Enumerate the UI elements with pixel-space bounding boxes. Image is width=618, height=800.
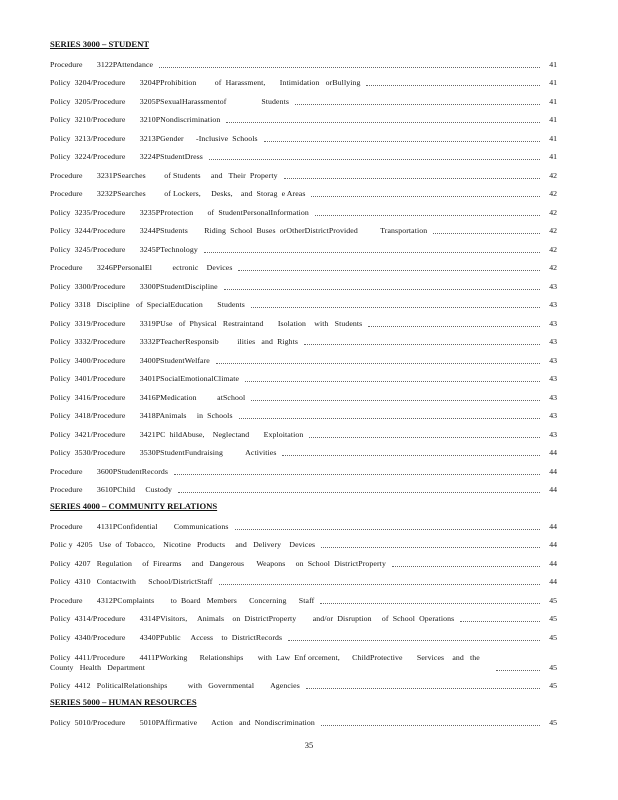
dot-leader [306,680,540,689]
toc-entry-title: Policy 3332/Procedure 3332PTeacherResponsib ilities and Rights [50,337,299,346]
toc-entry-title: Policy 3235/Procedure 3235PProtection of StudentPersonalInformation [50,207,309,217]
toc-entry [50,181,557,200]
toc-entry-title: Policy 3416/Procedure 3416PMedication atSchool [50,392,246,402]
toc-entry [50,643,557,673]
toc-entry [50,125,557,144]
toc-entry [50,477,557,496]
toc-entry-title: Policy 3319/Procedure 3319PUse of Physical Restraintand Isolation with Students [50,318,363,328]
dot-leader [460,613,540,622]
toc-entry-title: Policy 4412 PoliticalRelationships with Governmental Agencies [50,681,300,690]
toc-entry-title: Policy 5010/Procedure 5010PAffirmative Action and Nondiscrimination [50,717,315,727]
dot-leader [226,114,540,123]
toc-entry-title: Procedure 3232PSearches of Lockers, Desks, and Storag e Areas [50,189,306,198]
toc-entry [50,569,557,588]
toc-entry-page: 45 [549,681,557,690]
toc-entry [50,51,557,70]
toc-entry-page: 42 [549,263,557,272]
toc-entry-page: 45 [549,595,557,605]
dot-leader [321,717,540,726]
toc-entry-title: Policy 4314/Procedure 4314PVisitors, Animals on DistrictProperty and/or Disruption of School Operations [50,614,455,623]
toc-entry-page: 43 [549,337,557,346]
toc-entry-page: 44 [549,466,557,476]
toc-entry-title: Policy 3421/Procedure 3421PC hildAbuse, Neglectand Exploitation [50,429,304,439]
toc-entry-page: 45 [549,662,557,672]
toc-entry [50,440,557,459]
toc-entry-page: 44 [549,485,557,494]
toc-entry-page: 44 [549,448,557,457]
toc-entry-page: 41 [549,96,557,106]
toc-entry-page: 43 [549,374,557,383]
toc-entry [50,88,557,107]
toc-entry [50,513,557,532]
toc-entry [50,162,557,181]
table-of-contents [50,36,557,728]
toc-entry [50,624,557,643]
toc-entry [50,255,557,274]
toc-entry-title: Policy 3245/Procedure 3245PTechnology [50,244,198,254]
toc-entry-title: Policy 3418/Procedure 3418PAnimals in Schools [50,411,233,420]
toc-entry [50,70,557,89]
section-heading: SERIES 5000 – HUMAN RESOURCES [50,697,197,707]
toc-entry-title: Procedure 3246PPersonalEl ectronic Devices [50,263,233,272]
dot-leader [174,466,540,475]
toc-entry [50,292,557,311]
toc-entry-title: Procedure 3231PSearches of Students and Their Property [50,170,278,180]
page-number: 35 [304,740,314,750]
dot-leader [245,373,540,382]
toc-entry [50,273,557,292]
toc-entry-title: Policy 3300/Procedure 3300PStudentDiscipline [50,281,218,291]
toc-entry-page: 43 [549,281,557,291]
dot-leader [251,392,540,401]
toc-entry [50,144,557,163]
toc-entry-page: 43 [549,411,557,420]
toc-entry [50,236,557,255]
dot-leader [304,336,540,345]
dot-leader [209,151,540,160]
toc-entry [50,329,557,348]
toc-entry [50,366,557,385]
toc-entry-title: Policy 4310 Contactwith School/DistrictStaff [50,577,213,586]
toc-entry-page: 42 [549,207,557,217]
dot-leader [366,77,540,86]
dot-leader [264,133,540,142]
toc-entry [50,421,557,440]
toc-entry-title: Policy 4207 Regulation of Firearms and Dangerous Weapons on School DistrictProperty [50,558,386,568]
toc-entry [50,673,557,692]
toc-entry [50,218,557,237]
toc-entry-page: 44 [549,558,557,568]
toc-entry-page: 41 [549,152,557,161]
toc-entry-title: Policy 4411/Procedure 4411PWorking Relationships with Law Enf orcement, ChildProtective Services and the County Health Department [50,652,480,672]
dot-leader [288,632,540,641]
dot-leader [295,96,540,105]
section-heading: SERIES 3000 – STUDENT [50,39,150,49]
dot-leader [216,355,540,364]
dot-leader [219,576,540,585]
dot-leader [178,484,540,493]
toc-entry-page: 45 [549,717,557,727]
dot-leader [320,595,540,604]
toc-entry [50,587,557,606]
toc-entry-title: Procedure 4312PComplaints to Board Members Concerning Staff [50,595,315,605]
toc-entry-page: 42 [549,189,557,198]
toc-entry-title: Policy 3205/Procedure 3205PSexualHarassmentof Students [50,96,289,106]
dot-leader [368,318,540,327]
toc-entry [50,606,557,625]
toc-entry-title: Policy 3213/Procedure 3213PGender -Inclusive Schools [50,133,258,143]
dot-leader [159,59,540,68]
toc-entry [50,532,557,551]
dot-leader [284,170,540,179]
toc-entry-page: 42 [549,170,557,180]
toc-entry-title: Policy 3318 Discipline of SpecialEducation Students [50,300,245,309]
toc-entry [50,458,557,477]
toc-entry-title: Policy 3204/Procedure 3204PProhibition of Harassment, Intimidation orBullying [50,78,361,87]
toc-entry-title: Procedure 4131PConfidential Communications [50,521,229,531]
toc-entry [50,384,557,403]
toc-entry-title: Policy 3401/Procedure 3401PSocialEmotionalClimate [50,374,240,383]
toc-entry-title: Policy 3400/Procedure 3400PStudentWelfare [50,355,210,365]
toc-entry-title: Policy 3224/Procedure 3224PStudentDress [50,152,203,161]
toc-entry-title: Policy 3210/Procedure 3210PNondiscrimination [50,115,221,124]
dot-leader [239,410,540,419]
dot-leader [392,558,540,567]
dot-leader [315,207,540,216]
toc-entry-page: 44 [549,540,557,549]
dot-leader [433,225,540,234]
toc-entry-title: Policy 3530/Procedure 3530PStudentFundraising Activities [50,448,277,457]
toc-entry-page: 45 [549,614,557,623]
toc-entry-title: Policy 3244/Procedure 3244PStudents Riding School Buses orOtherDistrictProvided Transportation [50,226,428,235]
toc-entry-page: 43 [549,392,557,402]
toc-entry-title: Procedure 3122PAttendance [50,59,154,69]
toc-entry-page: 41 [549,115,557,124]
toc-entry [50,107,557,126]
toc-entry-title: Polic y 4205 Use of Tobacco, Nicotine Products and Delivery Devices [50,540,316,549]
toc-entry [50,199,557,218]
dot-leader [251,299,540,308]
toc-entry [50,347,557,366]
toc-entry-title: Procedure 3600PStudentRecords [50,466,169,476]
dot-leader [309,429,540,438]
dot-leader [224,281,540,290]
dot-leader [235,521,540,530]
toc-entry-page: 44 [549,577,557,586]
toc-entry-page: 44 [549,521,557,531]
toc-entry [50,403,557,422]
toc-entry-page: 41 [549,59,557,69]
toc-entry-title: Procedure 3610PChild Custody [50,485,173,494]
toc-entry-page: 42 [549,226,557,235]
dot-leader [311,188,540,197]
toc-entry [50,709,557,728]
section-heading: SERIES 4000 – COMMUNITY RELATIONS [50,501,218,511]
dot-leader [321,539,540,548]
toc-entry-page: 43 [549,355,557,365]
dot-leader [238,262,540,271]
dot-leader [496,662,540,671]
toc-entry-page: 43 [549,318,557,328]
dot-leader [282,447,540,456]
toc-entry-page: 42 [549,244,557,254]
toc-entry-page: 43 [549,429,557,439]
toc-entry-page: 43 [549,300,557,309]
toc-entry-page: 41 [549,133,557,143]
toc-entry [50,310,557,329]
toc-entry [50,550,557,569]
dot-leader [204,244,540,253]
toc-entry-page: 45 [549,632,557,642]
toc-entry-title: Policy 4340/Procedure 4340PPublic Access to DistrictRecords [50,632,283,642]
toc-entry-page: 41 [549,78,557,87]
